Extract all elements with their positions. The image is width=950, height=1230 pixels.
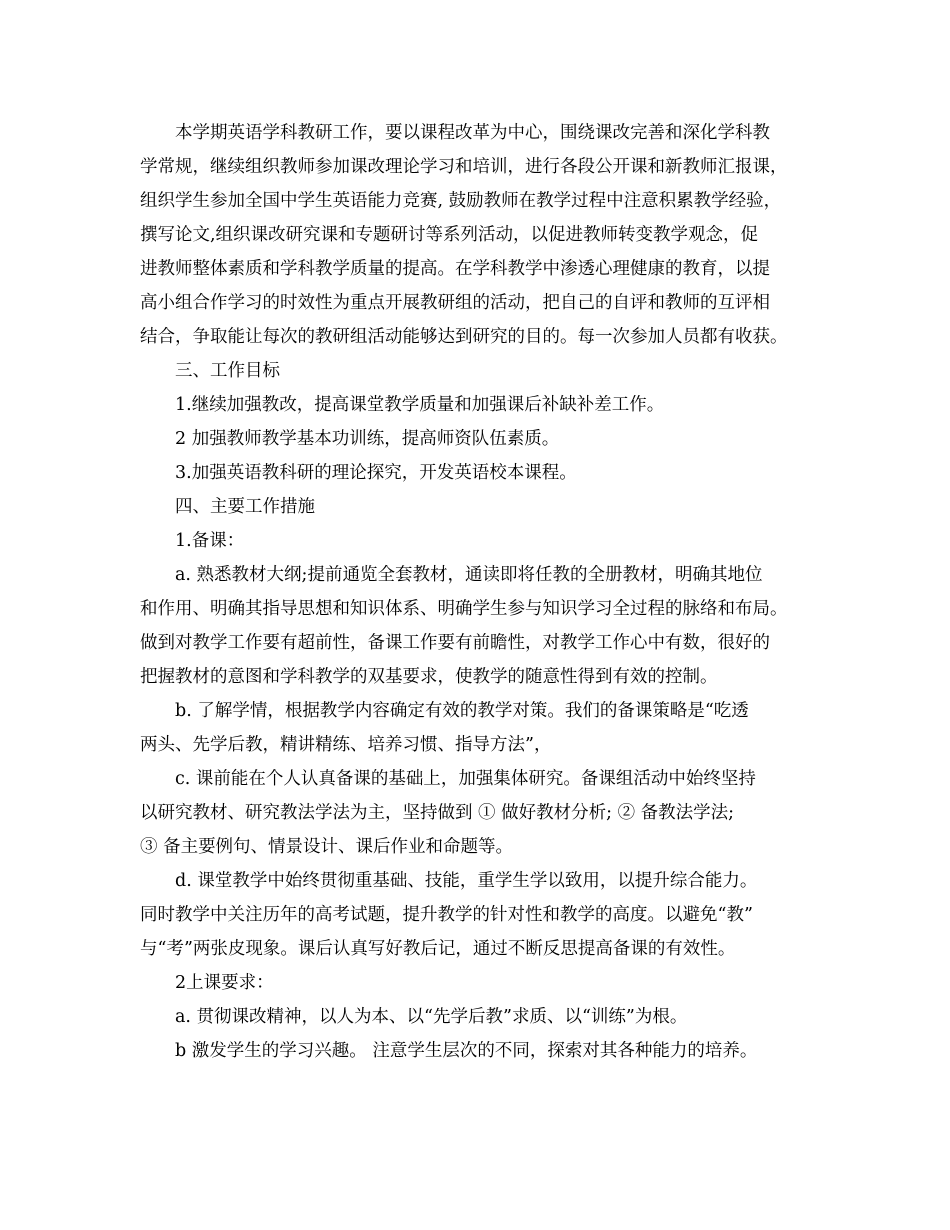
text-line: 与“考”两张皮现象。课后认真写好教后记，通过不断反思提高备课的有效性。 (140, 939, 736, 959)
text-line: 撰写论文,组织课改研究课和专题研讨等系列活动，以促进教师转变教学观念，促 (140, 225, 759, 245)
text-line: 2上课要求： (175, 973, 274, 993)
text-line: 把握教材的意图和学科教学的双基要求，使教学的随意性得到有效的控制。 (140, 667, 718, 687)
text-line: 组织学生参加全国中学生英语能力竞赛, 鼓励教师在教学过程中注意积累教学经验， (140, 191, 782, 211)
text-line: 四、主要工作措施 (175, 497, 315, 517)
text-line: a. 贯彻课改精神，以人为本、以“先学后教”求质、以“训练”为根。 (175, 1007, 688, 1027)
text-line: 3.加强英语教科研的理论探究，开发英语校本课程。 (175, 463, 577, 483)
text-line: 两头、先学后教，精讲精练、培养习惯、指导方法”， (140, 735, 552, 755)
text-line: c. 课前能在个人认真备课的基础上，加强集体研究。备课组活动中始终坚持 (175, 769, 756, 789)
text-line: 1.继续加强教改，提高课堂教学质量和加强课后补缺补差工作。 (175, 395, 665, 415)
text-line: 和作用、明确其指导思想和知识体系、明确学生参与知识学习全过程的脉络和布局。 (140, 599, 788, 619)
text-line: 1.备课： (175, 531, 245, 551)
text-line: 结合，争取能让每次的教研组活动能够达到研究的目的。每一次参加人员都有收获。 (140, 327, 788, 347)
text-line: ③ 备主要例句、情景设计、课后作业和命题等。 (140, 837, 514, 857)
text-line: 本学期英语学科教研工作，要以课程改革为中心，围绕课改完善和深化学科教 (175, 123, 770, 143)
text-line: a. 熟悉教材大纲;提前通览全套教材，通读即将任教的全册教材，明确其地位 (175, 565, 763, 585)
text-line: 三、工作目标 (175, 361, 280, 381)
text-line: 学常规，继续组织教师参加课改理论学习和培训，进行各段公开课和新教师汇报课， (140, 157, 788, 177)
document-body (140, 116, 820, 1068)
text-line: 以研究教材、研究教法学法为主，坚持做到 ① 做好教材分析; ② 备教法学法; (140, 803, 735, 823)
text-line: 进教师整体素质和学科教学质量的提高。在学科教学中渗透心理健康的教育，以提 (140, 259, 770, 279)
text-line: b 激发学生的学习兴趣。 注意学生层次的不同，探索对其各种能力的培养。 (175, 1041, 758, 1061)
text-line: b. 了解学情，根据教学内容确定有效的教学对策。我们的备课策略是“吃透 (175, 701, 749, 721)
text-line: 同时教学中关注历年的高考试题，提升教学的针对性和教学的高度。以避免“教” (140, 905, 753, 925)
text-line: d. 课堂教学中始终贯彻重基础、技能，重学生学以致用，以提升综合能力。 (175, 871, 758, 891)
text-line: 做到对教学工作要有超前性，备课工作要有前瞻性，对教学工作心中有数，很好的 (140, 633, 770, 653)
text-line: 2 加强教师教学基本功训练，提高师资队伍素质。 (175, 429, 560, 449)
text-line: 高小组合作学习的时效性为重点开展教研组的活动，把自己的自评和教师的互评相 (140, 293, 770, 313)
